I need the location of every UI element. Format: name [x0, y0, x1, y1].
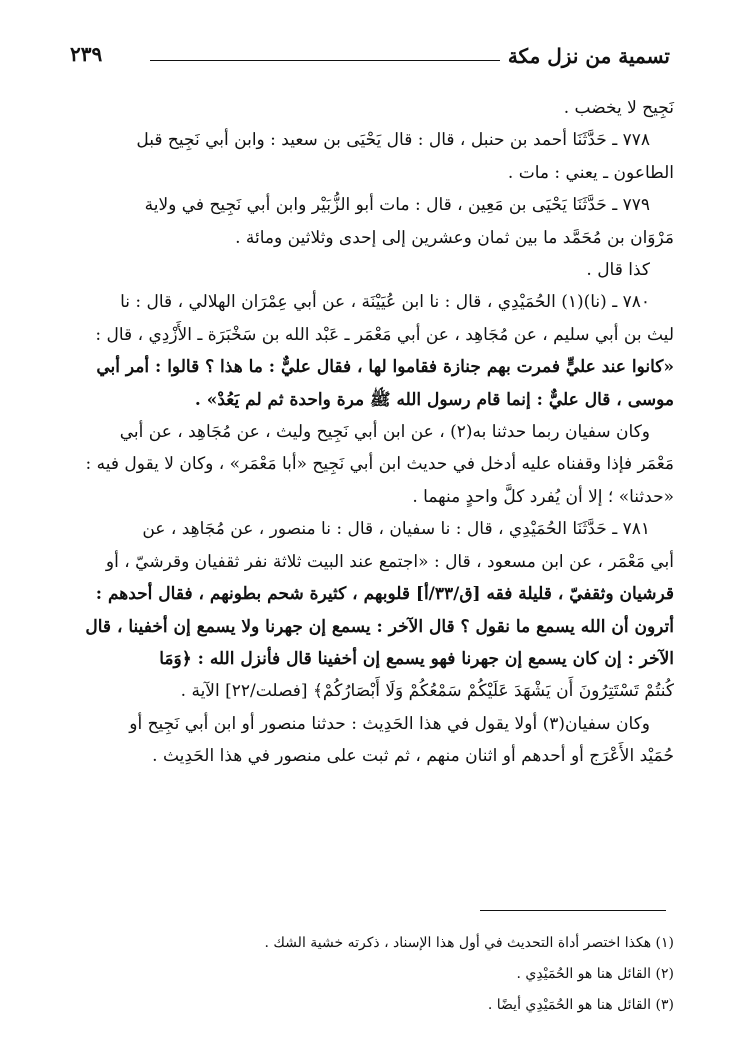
- matn-line: قرشيان وثقفيّ ، قليلة فقه [ق/٣٣/أ] قلوبهم ، كثيرة شحم بطونهم ، فقال أحدهم :: [95, 584, 674, 605]
- matn-line: موسى ، قال عليٌّ : إنما قام رسول الله ﷺ مرة واحدة ثم لم يَعُدْ» .: [194, 389, 674, 410]
- footnote-separator: [480, 910, 666, 911]
- text-line: نَجِيح لا يخضب .: [563, 98, 674, 118]
- header-rule: [150, 60, 500, 61]
- hadith-778-line: ٧٧٨ ـ حَدَّثَنَا أحمد بن حنبل ، قال : قال يَحْيَى بن سعيد : وابن أبي نَجِيح قبل: [136, 130, 650, 151]
- running-title: تسمية من نزل مكة: [507, 44, 670, 68]
- running-header: [70, 38, 670, 72]
- text-line: مَعْمَر فإذا وقفناه عليه أدخل في حديث ابن أبي نَجِيح «أبا مَعْمَر» ، وكان لا يقول فيه :: [85, 454, 674, 475]
- hadith-779-line: ٧٧٩ ـ حَدَّثَنَا يَحْيَى بن مَعِين ، قال : مات أبو الزُّبَيْر وابن أبي نَجِيح في ولاية: [144, 195, 650, 216]
- matn-line: أترون أن الله يسمع ما نقول ؟ قال الآخر : يسمع إن جهرنا ولا يسمع إن أخفينا ، قال: [85, 616, 674, 637]
- text-line: ليث بن أبي سليم ، عن مُجَاهِد ، عن أبي مَعْمَر ـ عَبْد الله بن سَخْبَرَة ـ الأَزْدِي ، قال :: [95, 324, 674, 345]
- footnote-1: (١) هكذا اختصر أداة التحديث في أول هذا الإسناد ، ذكرته خشية الشك .: [264, 935, 674, 951]
- text-line: مَرْوَان بن مُحَمَّد ما بين ثمان وعشرين إلى إحدى وثلاثين ومائة .: [235, 227, 674, 248]
- text-line: «حدثنا» ؛ إلا أن يُفرد كلَّ واحدٍ منهما .: [412, 486, 674, 507]
- main-text: [68, 92, 674, 773]
- matn-line: «كانوا عند عليٍّ فمرت بهم جنازة فقاموا لها ، فقال عليٌّ : ما هذا ؟ قالوا : أمر أبي: [96, 357, 674, 378]
- footnote-2: (٢) القائل هنا هو الحُمَيْدِي .: [516, 966, 674, 982]
- hadith-781-line: ٧٨١ ـ حَدَّثَنَا الحُمَيْدِي ، قال : نا سفيان ، قال : نا منصور ، عن مُجَاهِد ، عن: [142, 519, 650, 540]
- text-line: وكان سفيان ربما حدثنا به(٢) ، عن ابن أبي نَجِيح وليث ، عن مُجَاهِد ، عن أبي: [119, 422, 650, 443]
- text-line: أبي مَعْمَر ، عن ابن مسعود ، قال : «اجتمع عند البيت ثلاثة نفر ثقفيان وقرشيّ ، أو: [105, 551, 674, 572]
- quran-verse-line: كُنتُمْ تَسْتَتِرُونَ أَن يَشْهَدَ عَلَيْكُمْ سَمْعُكُمْ وَلَا أَبْصَارُكُمْ﴾ [فصلت/٢٢] الآية .: [180, 681, 674, 702]
- matn-line: الآخر : إن كان يسمع إن جهرنا فهو يسمع إن أخفينا قال فأنزل الله : ﴿وَمَا: [159, 648, 674, 669]
- text-line: الطاعون ـ يعني : مات .: [507, 162, 674, 183]
- hadith-780-line: ٧٨٠ ـ (نا)(١) الحُمَيْدِي ، قال : نا ابن عُيَيْنَة ، عن أبي عِمْرَان الهلالي ، قال : نا: [120, 292, 650, 313]
- text-line: حُمَيْد الأَعْرَج أو أحدهم أو اثنان منهم ، ثم ثبت على منصور في هذا الحَدِيث .: [152, 746, 674, 767]
- text-line: كذا قال .: [586, 260, 650, 281]
- footnote-3: (٣) القائل هنا هو الحُمَيْدِي أيضًا .: [487, 997, 674, 1013]
- page-number: ٢٣٩: [70, 42, 103, 66]
- text-line: وكان سفيان(٣) أولا يقول في هذا الحَدِيث : حدثنا منصور أو ابن أبي نَجِيح أو: [129, 713, 650, 734]
- footnotes: [68, 928, 674, 1021]
